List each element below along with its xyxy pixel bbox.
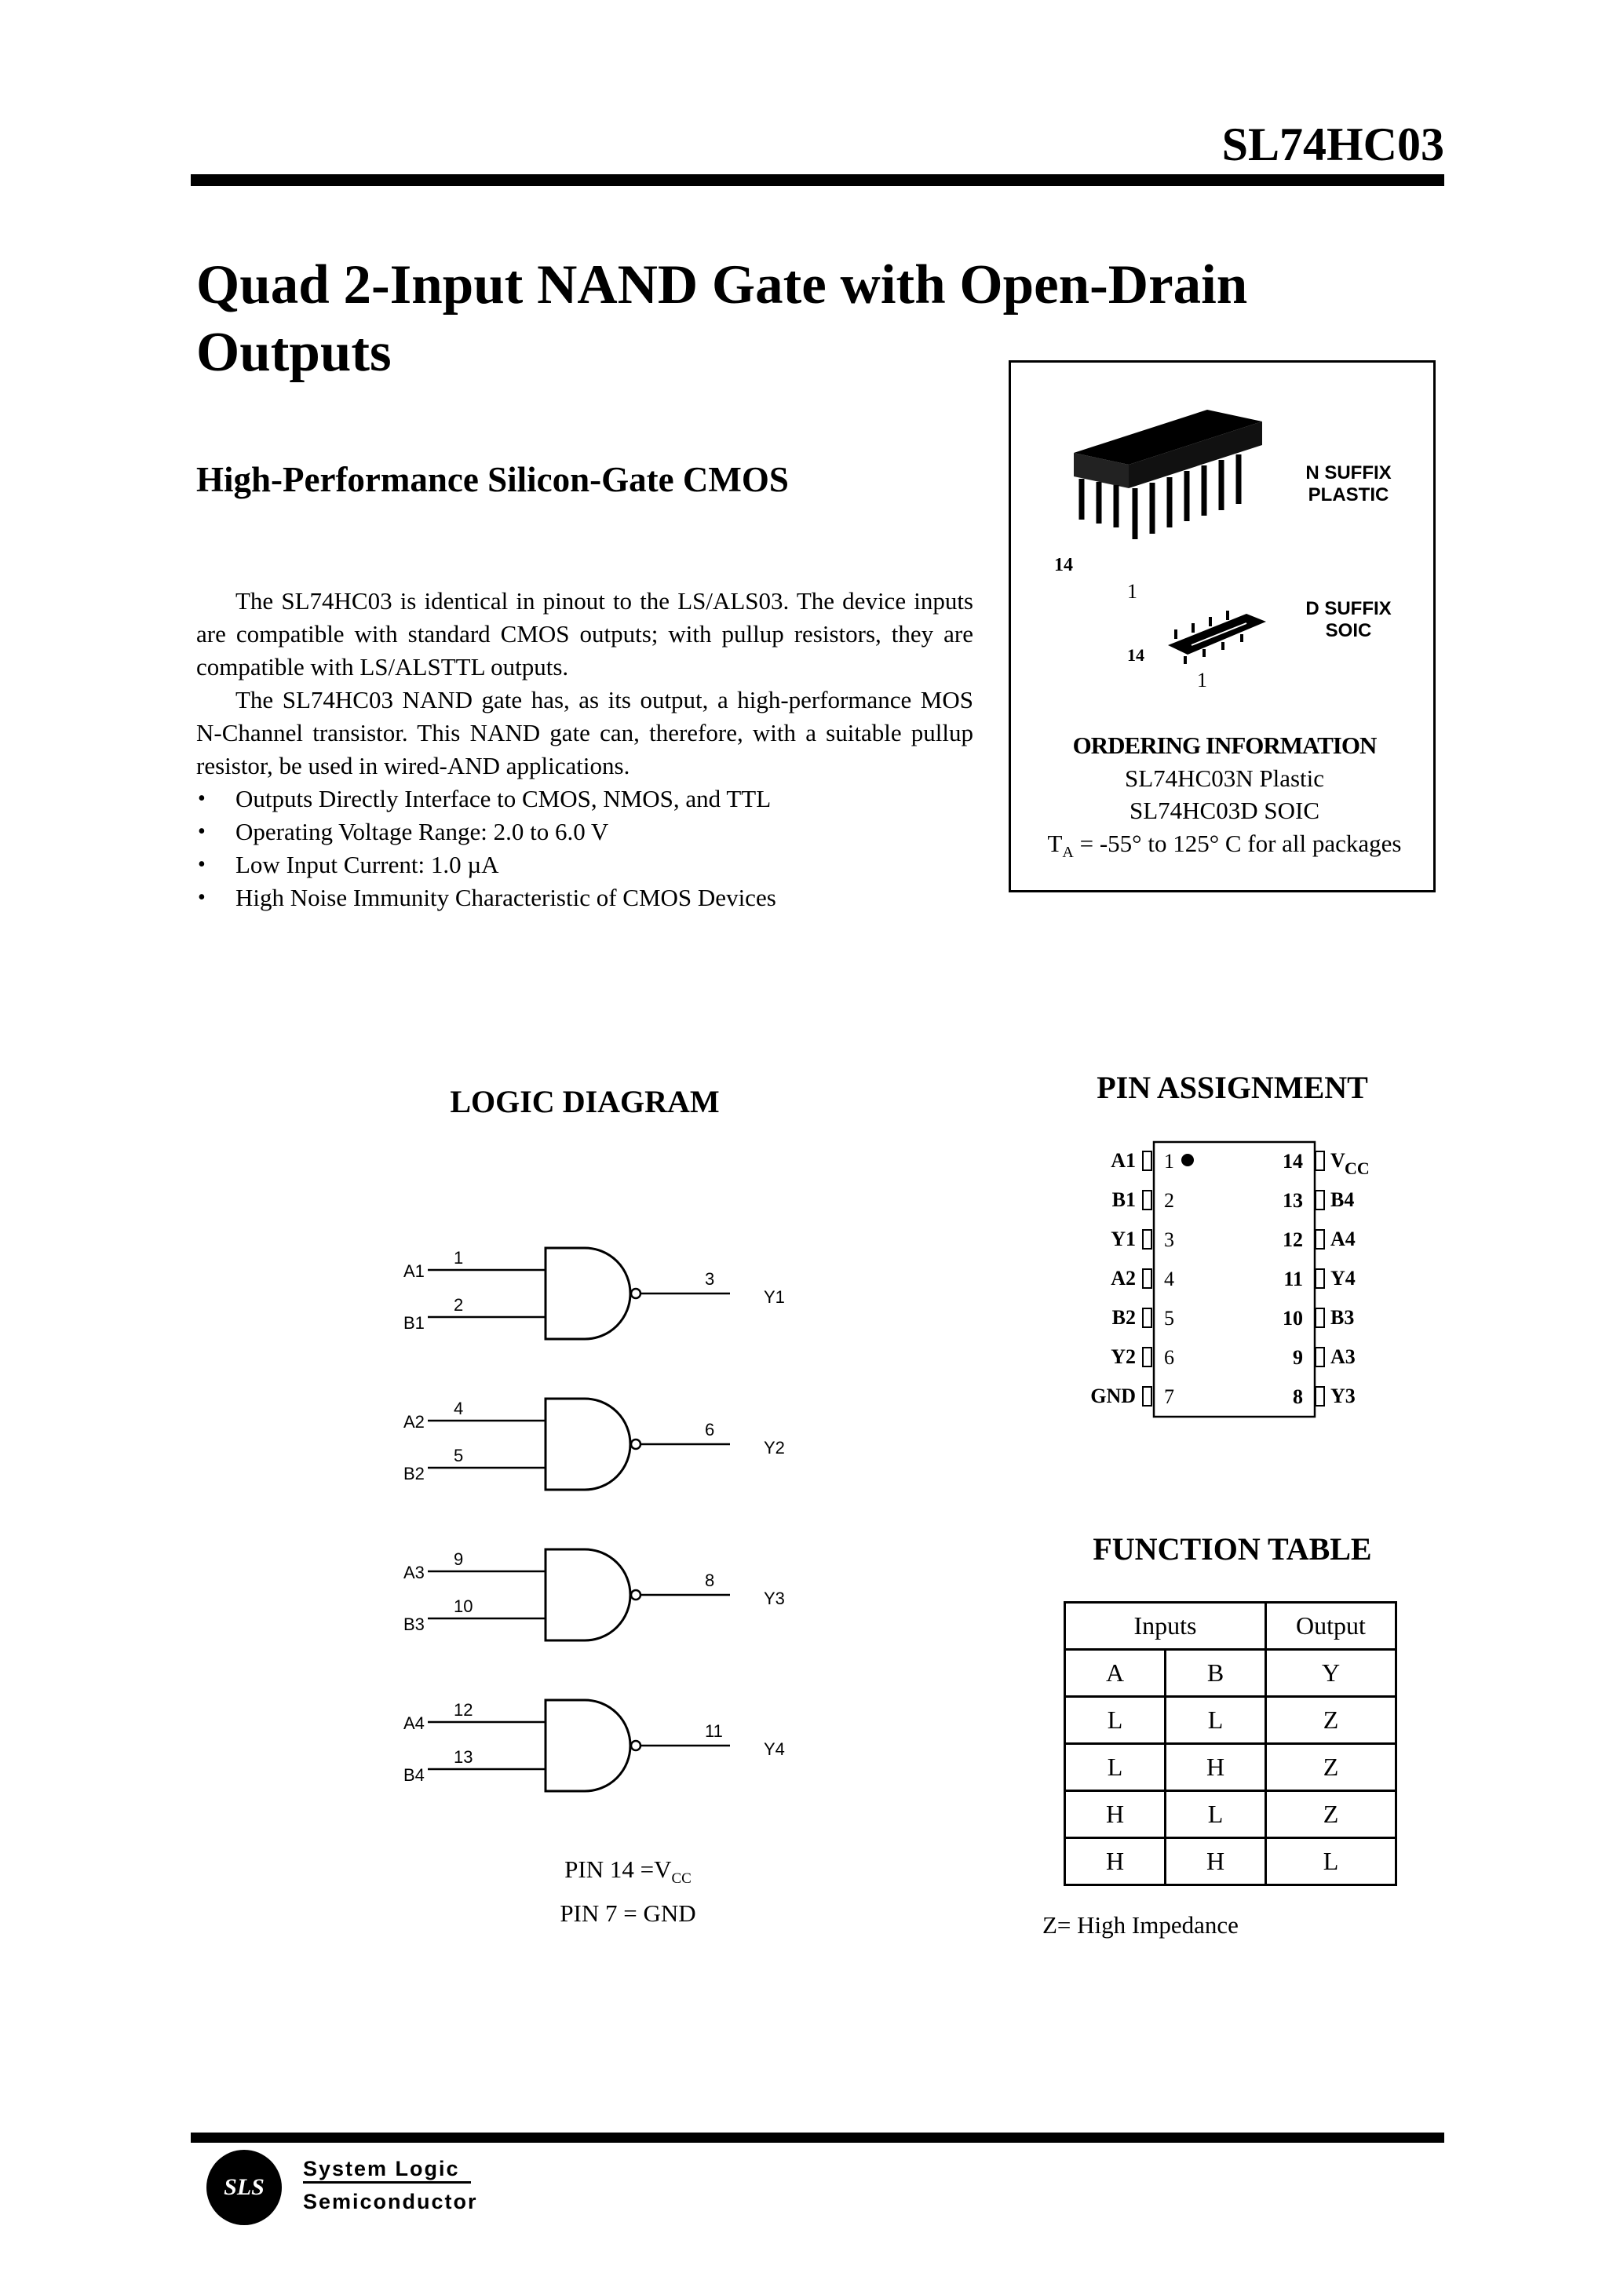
nand-body xyxy=(546,1248,630,1339)
cell: Z xyxy=(1266,1697,1396,1744)
package-illustrations xyxy=(1011,363,1438,716)
pin-name-left: B1 xyxy=(1111,1188,1136,1211)
pin-a-number: 9 xyxy=(454,1549,464,1569)
pin-number-right: 11 xyxy=(1283,1268,1303,1290)
pin-stub-right xyxy=(1316,1308,1324,1327)
pin-number-right: 8 xyxy=(1293,1385,1303,1408)
order-n: SL74HC03N Plastic xyxy=(1124,764,1325,792)
nand-body xyxy=(546,1399,630,1490)
pin-number-right: 12 xyxy=(1283,1228,1303,1251)
temp-sub: A xyxy=(1062,844,1074,862)
inversion-bubble xyxy=(631,1439,640,1449)
feature-item: • Outputs Directly Interface to CMOS, NMOS, and TTL xyxy=(196,783,973,815)
col-b-header: B xyxy=(1166,1650,1266,1697)
soic-package-icon xyxy=(1168,611,1266,664)
input-a-label: A4 xyxy=(403,1713,425,1733)
description-para-1: The SL74HC03 is identical in pinout to the LS/ALS03. The device inputs are compatible with standard CMOS outputs; with pullup resistors, they are compatible with LS/ALSTTL outputs. xyxy=(196,587,973,680)
footer-rule xyxy=(191,2133,1444,2143)
logic-diagram-heading: LOGIC DIAGRAM xyxy=(450,1084,720,1119)
pin-name-right: B4 xyxy=(1330,1188,1355,1211)
pin-assignment-diagram xyxy=(1075,1138,1405,1421)
pin-stub-right xyxy=(1316,1191,1324,1210)
pin-a-number: 12 xyxy=(454,1700,473,1720)
pin-name-left: B2 xyxy=(1111,1306,1136,1329)
pin-name-right: V xyxy=(1330,1149,1345,1172)
output-label: Y3 xyxy=(764,1589,785,1608)
pin-stub-right xyxy=(1316,1151,1324,1170)
table-row xyxy=(1065,1838,1396,1885)
vcc-note xyxy=(502,1852,754,1896)
nand-gate xyxy=(403,1700,785,1791)
cell: H xyxy=(1065,1791,1166,1838)
pin-number-left: 7 xyxy=(1164,1385,1174,1408)
pin-name-left: A1 xyxy=(1111,1149,1136,1172)
pin-stub-right xyxy=(1316,1348,1324,1366)
pin-name-left: GND xyxy=(1090,1385,1136,1407)
nand-gate xyxy=(403,1248,785,1339)
pin-stub-left xyxy=(1143,1348,1151,1366)
cell: L xyxy=(1065,1697,1166,1744)
pin-out-number: 6 xyxy=(705,1420,715,1439)
pin-name-sub: CC xyxy=(1345,1158,1370,1178)
pin-assignment-heading: PIN ASSIGNMENT xyxy=(1097,1070,1368,1105)
pin-stub-left xyxy=(1143,1230,1151,1249)
cell: L xyxy=(1065,1744,1166,1791)
pin-number-right: 10 xyxy=(1283,1307,1303,1330)
description xyxy=(196,585,973,914)
pin-out-number: 8 xyxy=(705,1571,715,1590)
subtitle: High-Performance Silicon-Gate CMOS xyxy=(196,460,789,499)
table-column-row xyxy=(1065,1650,1396,1697)
output-label: Y4 xyxy=(764,1739,785,1759)
pin-name-right: A3 xyxy=(1330,1345,1356,1368)
pin-number-left: 3 xyxy=(1164,1228,1174,1251)
pin-name-left: A2 xyxy=(1111,1267,1136,1290)
pin-name-right: Y4 xyxy=(1330,1267,1356,1290)
pin-stub-left xyxy=(1143,1387,1151,1406)
col-y-header: Y xyxy=(1266,1650,1396,1697)
pin-number-left: 5 xyxy=(1164,1307,1174,1330)
feature-list xyxy=(196,783,973,914)
title-line-2: Outputs xyxy=(196,322,392,383)
pin-b-number: 2 xyxy=(454,1295,464,1315)
input-b-label: B4 xyxy=(403,1765,425,1785)
col-a-header: A xyxy=(1065,1650,1166,1697)
output-label: Y2 xyxy=(764,1438,785,1458)
vcc-note-sub: CC xyxy=(671,1870,692,1888)
description-para-2: The SL74HC03 NAND gate has, as its output, a high-performance MOS N-Channel transistor. This NAND gate can, therefore, with a suitable pullup resistor, be used in wired-AND applications. xyxy=(196,686,973,779)
output-label: Y1 xyxy=(764,1287,785,1307)
pin-name-left: Y2 xyxy=(1111,1345,1136,1368)
dip-package-icon xyxy=(1074,410,1262,539)
dip-pin14-label: 14 xyxy=(1054,555,1073,575)
output-header: Output xyxy=(1266,1603,1396,1650)
pin-stub-right xyxy=(1316,1387,1324,1406)
inputs-header: Inputs xyxy=(1065,1603,1266,1650)
pin-number-left: 1 xyxy=(1164,1150,1174,1173)
nand-gate xyxy=(403,1399,785,1490)
cell: L xyxy=(1166,1697,1266,1744)
pin-stub-right xyxy=(1316,1230,1324,1249)
nand-gate xyxy=(403,1549,785,1640)
table-row xyxy=(1065,1744,1396,1791)
inversion-bubble xyxy=(631,1590,640,1600)
pin1-dot xyxy=(1181,1154,1194,1166)
pin-name-left: Y1 xyxy=(1111,1228,1136,1250)
soic-pin14-label: 14 xyxy=(1127,645,1144,665)
temp-rest: = -55° to 125° C for all packages xyxy=(1073,830,1402,857)
pin-name-right: A4 xyxy=(1330,1228,1356,1250)
pin-a-number: 4 xyxy=(454,1399,464,1418)
inversion-bubble xyxy=(631,1289,640,1298)
n-type: PLASTIC xyxy=(1308,484,1389,505)
pin-a-number: 1 xyxy=(454,1248,464,1268)
feature-item: • Operating Voltage Range: 2.0 to 6.0 V xyxy=(196,815,973,848)
pin-number-left: 2 xyxy=(1164,1189,1174,1212)
part-number: SL74HC03 xyxy=(1221,119,1444,170)
n-suffix: N SUFFIX xyxy=(1305,462,1392,483)
company-name-line-2: Semiconductor xyxy=(303,2190,478,2213)
ordering-heading: ORDERING INFORMATION xyxy=(1072,732,1377,759)
feature-item: • High Noise Immunity Characteristic of CMOS Devices xyxy=(196,881,973,914)
input-b-label: B1 xyxy=(403,1313,425,1333)
n-suffix-label xyxy=(1270,462,1427,506)
power-pin-notes xyxy=(502,1852,754,1931)
nand-body xyxy=(546,1549,630,1640)
d-type: SOIC xyxy=(1325,620,1372,641)
table-row xyxy=(1065,1791,1396,1838)
pin-number-right: 9 xyxy=(1293,1346,1303,1369)
nand-body xyxy=(546,1700,630,1791)
cell: Z xyxy=(1266,1791,1396,1838)
pin-out-number: 3 xyxy=(705,1269,715,1289)
feature-item: • Low Input Current: 1.0 µA xyxy=(196,848,973,881)
d-suffix: D SUFFIX xyxy=(1305,598,1392,619)
inversion-bubble xyxy=(631,1741,640,1750)
header-rule xyxy=(191,174,1444,186)
pin-number-left: 4 xyxy=(1164,1268,1174,1290)
cell: L xyxy=(1266,1838,1396,1885)
pin-stub-left xyxy=(1143,1151,1151,1170)
gnd-note: PIN 7 = GND xyxy=(560,1899,696,1928)
cell: L xyxy=(1166,1791,1266,1838)
company-name-line-1: System Logic xyxy=(303,2157,471,2184)
pin-out-number: 11 xyxy=(705,1721,723,1741)
function-table-heading: FUNCTION TABLE xyxy=(1093,1531,1372,1567)
vcc-note-text: PIN 14 =V xyxy=(564,1855,672,1883)
input-b-label: B3 xyxy=(403,1615,425,1634)
input-a-label: A2 xyxy=(403,1412,425,1432)
table-row xyxy=(1065,1697,1396,1744)
table-header-row xyxy=(1065,1603,1396,1650)
function-table xyxy=(1064,1601,1397,1886)
pin-stub-left xyxy=(1143,1269,1151,1288)
title-line-1: Quad 2-Input NAND Gate with Open-Drain xyxy=(196,254,1248,316)
pin-b-number: 5 xyxy=(454,1446,464,1465)
order-d: SL74HC03D SOIC xyxy=(1129,797,1319,824)
cell: H xyxy=(1166,1838,1266,1885)
input-a-label: A1 xyxy=(403,1261,425,1281)
cell: H xyxy=(1065,1838,1166,1885)
d-suffix-label xyxy=(1270,598,1427,642)
function-table-note: Z= High Impedance xyxy=(1042,1911,1239,1939)
dip-pin1-label: 1 xyxy=(1127,580,1137,603)
pin-name-right: B3 xyxy=(1330,1306,1355,1329)
pin-number-left: 6 xyxy=(1164,1346,1174,1369)
logic-diagram xyxy=(392,1240,832,1805)
package-info-box xyxy=(1009,360,1436,892)
cell: Z xyxy=(1266,1744,1396,1791)
pin-number-right: 13 xyxy=(1283,1189,1303,1212)
input-b-label: B2 xyxy=(403,1464,425,1483)
pin-stub-right xyxy=(1316,1269,1324,1288)
pin-name-right: Y3 xyxy=(1330,1385,1356,1407)
soic-pin1-label: 1 xyxy=(1197,669,1207,691)
temp-prefix: T xyxy=(1047,830,1063,857)
pin-stub-left xyxy=(1143,1191,1151,1210)
temperature-range xyxy=(1011,830,1438,862)
pin-stub-left xyxy=(1143,1308,1151,1327)
pin-b-number: 13 xyxy=(454,1747,473,1767)
cell: H xyxy=(1166,1744,1266,1791)
pin-b-number: 10 xyxy=(454,1596,473,1616)
input-a-label: A3 xyxy=(403,1563,425,1582)
pin-number-right: 14 xyxy=(1283,1150,1303,1173)
sls-logo: SLS xyxy=(206,2150,282,2225)
